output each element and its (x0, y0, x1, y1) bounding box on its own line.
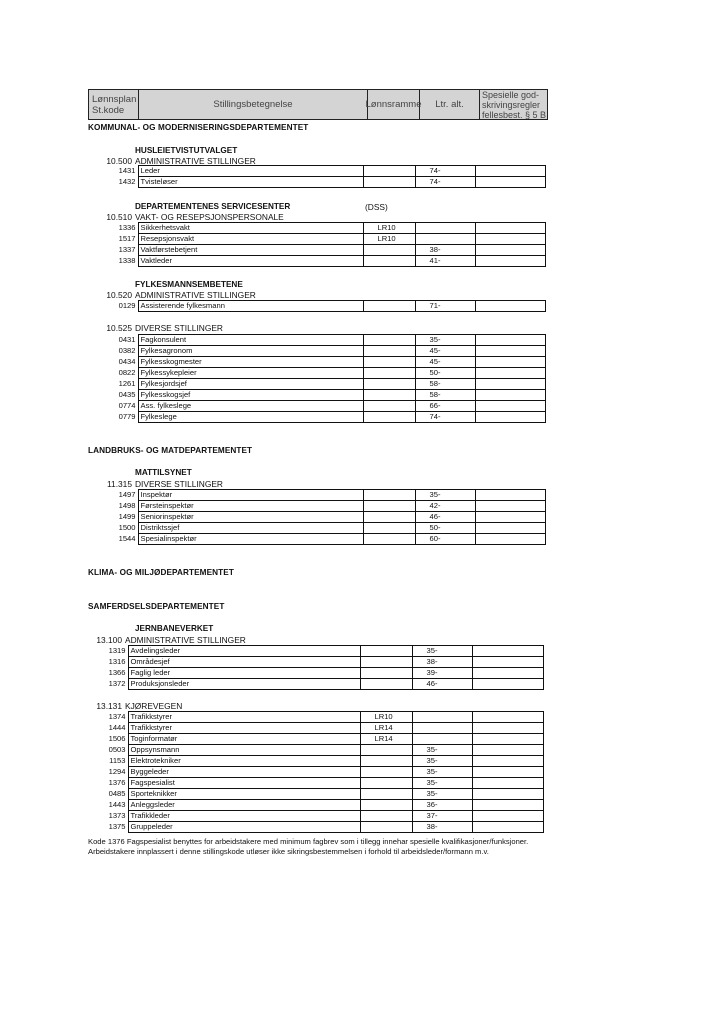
table-row (88, 412, 545, 423)
position-title: Leder (138, 166, 363, 177)
table-row (88, 301, 545, 312)
salary-range (360, 800, 412, 811)
salary-range (363, 177, 415, 188)
section-title: ADMINISTRATIVE STILLINGER (125, 635, 246, 645)
position-code: 1498 (88, 501, 138, 512)
special-rules (472, 811, 543, 822)
salary-step: 37- (412, 811, 472, 822)
salary-range: LR10 (363, 234, 415, 245)
table-row (88, 346, 545, 357)
special-rules (475, 390, 545, 401)
salary-step: 35- (412, 789, 472, 800)
special-rules (472, 712, 543, 723)
position-code: 1372 (78, 679, 128, 690)
salary-step: 39- (412, 668, 472, 679)
salary-range (363, 166, 415, 177)
special-rules (475, 534, 545, 545)
special-rules (472, 723, 543, 734)
special-rules (475, 245, 545, 256)
position-code: 0129 (88, 301, 138, 312)
position-code: 1294 (78, 767, 128, 778)
salary-range (360, 822, 412, 833)
agency-heading: FYLKESMANNSEMBETENE (135, 280, 243, 289)
position-title: Anleggsleder (128, 800, 360, 811)
salary-step: 71- (415, 301, 475, 312)
position-code: 1375 (78, 822, 128, 833)
section-code-text: 10.525 (106, 323, 132, 333)
position-title: Resepsjonsvakt (138, 234, 363, 245)
salary-step: 38- (412, 822, 472, 833)
position-code: 1376 (78, 778, 128, 789)
salary-step: 38- (412, 657, 472, 668)
salary-range (363, 390, 415, 401)
position-table (88, 300, 546, 312)
table-row (88, 234, 545, 245)
salary-step: 58- (415, 379, 475, 390)
position-title: Faglig leder (128, 668, 360, 679)
special-rules (472, 822, 543, 833)
position-code: 1366 (78, 668, 128, 679)
salary-step: 35- (415, 335, 475, 346)
special-rules (475, 501, 545, 512)
salary-step: 35- (415, 490, 475, 501)
salary-range (363, 501, 415, 512)
special-rules (475, 490, 545, 501)
position-code: 1374 (78, 712, 128, 723)
salary-step: 35- (412, 767, 472, 778)
header-code-label-2: St.kode (92, 104, 125, 116)
special-rules (475, 512, 545, 523)
special-rules (475, 346, 545, 357)
salary-range (363, 357, 415, 368)
position-table (88, 334, 546, 423)
salary-step: 35- (412, 646, 472, 657)
position-title: Spesialinspektør (138, 534, 363, 545)
section-title: VAKT- OG RESEPSJONSPERSONALE (135, 212, 284, 222)
header-special-label-3: fellesbest. § 5 B (482, 109, 547, 120)
salary-step: 41- (415, 256, 475, 267)
special-rules (472, 657, 543, 668)
position-title: Fylkesskogsjef (138, 390, 363, 401)
salary-range (360, 646, 412, 657)
position-table (78, 645, 544, 690)
position-title: Elektrotekniker (128, 756, 360, 767)
header-special-column (480, 90, 547, 119)
special-rules (475, 223, 545, 234)
position-title: Fylkesskogmester (138, 357, 363, 368)
salary-range: LR14 (360, 723, 412, 734)
salary-step: 58- (415, 390, 475, 401)
position-code: 0774 (88, 401, 138, 412)
position-code: 1432 (88, 177, 138, 188)
salary-step: 46- (412, 679, 472, 690)
salary-range (360, 811, 412, 822)
position-code: 0779 (88, 412, 138, 423)
position-title: Fagkonsulent (138, 335, 363, 346)
section-title: DIVERSE STILLINGER (135, 323, 223, 333)
ministry-heading: SAMFERDSELSDEPARTEMENTET (88, 602, 225, 611)
salary-step: 74- (415, 412, 475, 423)
salary-step: 50- (415, 368, 475, 379)
table-row (78, 734, 543, 745)
salary-range (363, 256, 415, 267)
table-row (78, 657, 543, 668)
position-code: 1153 (78, 756, 128, 767)
position-title: Trafikkstyrer (128, 723, 360, 734)
header-code-column (89, 90, 139, 119)
position-title: Seniorinspektør (138, 512, 363, 523)
special-rules (472, 800, 543, 811)
table-header (88, 89, 548, 120)
position-title: Fagspesialist (128, 778, 360, 789)
position-title: Sporteknikker (128, 789, 360, 800)
salary-step: 36- (412, 800, 472, 811)
salary-range (363, 245, 415, 256)
table-row (78, 712, 543, 723)
special-rules (475, 166, 545, 177)
position-code: 1261 (88, 379, 138, 390)
table-row (78, 811, 543, 822)
position-code: 0485 (78, 789, 128, 800)
table-row (88, 512, 545, 523)
salary-step: 74- (415, 177, 475, 188)
section-title: DIVERSE STILLINGER (135, 479, 223, 489)
salary-step (415, 234, 475, 245)
special-rules (472, 679, 543, 690)
special-rules (472, 734, 543, 745)
salary-range (363, 379, 415, 390)
salary-range (363, 301, 415, 312)
table-row (88, 177, 545, 188)
position-table (88, 222, 546, 267)
position-title: Toginformatør (128, 734, 360, 745)
position-title: Sikkerhetsvakt (138, 223, 363, 234)
special-rules (472, 668, 543, 679)
table-row (78, 646, 543, 657)
special-rules (475, 368, 545, 379)
special-rules (472, 756, 543, 767)
position-code: 1506 (78, 734, 128, 745)
section-title: ADMINISTRATIVE STILLINGER (135, 290, 256, 300)
salary-range (360, 668, 412, 679)
position-title: Områdesjef (128, 657, 360, 668)
salary-step: 74- (415, 166, 475, 177)
position-code: 0431 (88, 335, 138, 346)
table-row (78, 778, 543, 789)
position-title: Distriktssjef (138, 523, 363, 534)
header-ltr-column: Ltr. alt. (420, 90, 480, 119)
special-rules (475, 335, 545, 346)
salary-range (363, 368, 415, 379)
salary-range (360, 767, 412, 778)
salary-range (363, 401, 415, 412)
salary-range (363, 523, 415, 534)
salary-range (363, 412, 415, 423)
salary-range (363, 335, 415, 346)
table-row (78, 800, 543, 811)
agency-abbreviation: (DSS) (365, 202, 388, 212)
position-code: 1338 (88, 256, 138, 267)
table-row (78, 745, 543, 756)
position-table (88, 489, 546, 545)
salary-step: 50- (415, 523, 475, 534)
salary-range (363, 534, 415, 545)
special-rules (475, 523, 545, 534)
special-rules (472, 646, 543, 657)
position-title: Fylkessykepleier (138, 368, 363, 379)
section-code-text: 13.131 (96, 701, 122, 711)
position-code: 1337 (88, 245, 138, 256)
position-title: Førsteinspektør (138, 501, 363, 512)
position-title: Ass. fylkeslege (138, 401, 363, 412)
position-title: Tvisteløser (138, 177, 363, 188)
salary-range (363, 346, 415, 357)
position-title: Assisterende fylkesmann (138, 301, 363, 312)
position-code: 0503 (78, 745, 128, 756)
header-special-label-1: Spesielle god- (482, 89, 540, 100)
position-code: 1443 (78, 800, 128, 811)
agency-heading: MATTILSYNET (135, 468, 192, 477)
header-lr-column: Lønnsramme (368, 90, 420, 119)
position-code: 1431 (88, 166, 138, 177)
table-row (78, 789, 543, 800)
section-title: KJØREVEGEN (125, 701, 183, 711)
position-code: 1444 (78, 723, 128, 734)
section-title: ADMINISTRATIVE STILLINGER (135, 156, 256, 166)
position-title: Byggeleder (128, 767, 360, 778)
salary-step (412, 712, 472, 723)
position-code: 1319 (78, 646, 128, 657)
salary-step: 35- (412, 778, 472, 789)
salary-range (360, 778, 412, 789)
table-row (78, 756, 543, 767)
table-row (88, 223, 545, 234)
table-row (88, 335, 545, 346)
header-special-label-2: skrivingsregler (482, 99, 541, 110)
table-row (88, 245, 545, 256)
position-title: Vaktførstebetjent (138, 245, 363, 256)
salary-range (360, 756, 412, 767)
salary-range (363, 512, 415, 523)
position-code: 1336 (88, 223, 138, 234)
special-rules (472, 767, 543, 778)
special-rules (475, 357, 545, 368)
salary-step: 38- (415, 245, 475, 256)
table-row (78, 767, 543, 778)
position-code: 1517 (88, 234, 138, 245)
special-rules (475, 401, 545, 412)
position-table (78, 711, 544, 833)
salary-step: 35- (412, 756, 472, 767)
salary-step (412, 734, 472, 745)
footnote: Kode 1376 Fagspesialist benyttes for arbeidstakere med minimum fagbrev som i tillegg innehar spesielle kvalifikasjoner/funksjoner. Arbeidstakere innplassert i denne stillingskode utløser ikke sikringsbestemmelsen i forhold til arbeidsleder/formann m.v. (88, 837, 529, 857)
salary-range (363, 490, 415, 501)
special-rules (475, 234, 545, 245)
special-rules (475, 256, 545, 267)
section-code-text: 10.510 (106, 212, 132, 222)
salary-step (415, 223, 475, 234)
table-row (78, 679, 543, 690)
table-row (88, 401, 545, 412)
salary-step: 66- (415, 401, 475, 412)
position-code: 1499 (88, 512, 138, 523)
table-row (88, 166, 545, 177)
table-row (88, 390, 545, 401)
table-row (78, 822, 543, 833)
salary-range: LR10 (360, 712, 412, 723)
salary-step (412, 723, 472, 734)
position-code: 0382 (88, 346, 138, 357)
salary-range: LR10 (363, 223, 415, 234)
ministry-heading: LANDBRUKS- OG MATDEPARTEMENTET (88, 446, 253, 455)
special-rules (475, 177, 545, 188)
position-title: Avdelingsleder (128, 646, 360, 657)
position-code: 0822 (88, 368, 138, 379)
position-code: 0435 (88, 390, 138, 401)
salary-step: 42- (415, 501, 475, 512)
position-title: Trafikkleder (128, 811, 360, 822)
position-title: Inspektør (138, 490, 363, 501)
position-code: 1497 (88, 490, 138, 501)
salary-range (360, 745, 412, 756)
section-code-text: 10.500 (106, 156, 132, 166)
special-rules (475, 301, 545, 312)
table-row (88, 256, 545, 267)
ministry-heading: KOMMUNAL- OG MODERNISERINGSDEPARTEMENTET (88, 123, 309, 132)
agency-heading: JERNBANEVERKET (135, 624, 214, 633)
position-code: 1544 (88, 534, 138, 545)
position-title: Fylkesagronom (138, 346, 363, 357)
section-code-text: 10.520 (106, 290, 132, 300)
position-title: Fylkesjordsjef (138, 379, 363, 390)
table-row (88, 368, 545, 379)
table-row (78, 668, 543, 679)
salary-step: 45- (415, 346, 475, 357)
section-code-text: 11.315 (107, 479, 132, 489)
table-row (88, 490, 545, 501)
table-row (88, 379, 545, 390)
agency-heading: DEPARTEMENTENES SERVICESENTER (135, 202, 291, 211)
special-rules (472, 745, 543, 756)
position-title: Trafikkstyrer (128, 712, 360, 723)
position-code: 1316 (78, 657, 128, 668)
position-title: Vaktleder (138, 256, 363, 267)
salary-range (360, 679, 412, 690)
salary-range (360, 657, 412, 668)
agency-heading: HUSLEIETVISTUTVALGET (135, 146, 238, 155)
position-code: 1373 (78, 811, 128, 822)
position-title: Produksjonsleder (128, 679, 360, 690)
salary-step: 35- (412, 745, 472, 756)
salary-range (360, 789, 412, 800)
salary-step: 60- (415, 534, 475, 545)
table-row (88, 534, 545, 545)
table-row (88, 523, 545, 534)
salary-step: 46- (415, 512, 475, 523)
salary-step: 45- (415, 357, 475, 368)
position-code: 0434 (88, 357, 138, 368)
position-title: Gruppeleder (128, 822, 360, 833)
special-rules (472, 778, 543, 789)
special-rules (472, 789, 543, 800)
header-title-column: Stillingsbetegnelse (139, 90, 368, 119)
section-code-text: 13.100 (96, 635, 122, 645)
position-title: Oppsynsmann (128, 745, 360, 756)
special-rules (475, 412, 545, 423)
special-rules (475, 379, 545, 390)
table-row (78, 723, 543, 734)
salary-range: LR14 (360, 734, 412, 745)
ministry-heading: KLIMA- OG MILJØDEPARTEMENTET (88, 568, 234, 577)
table-row (88, 501, 545, 512)
position-title: Fylkeslege (138, 412, 363, 423)
table-row (88, 357, 545, 368)
position-code: 1500 (88, 523, 138, 534)
position-table (88, 165, 546, 188)
header-code-label-1: Lønnsplan (92, 93, 137, 105)
